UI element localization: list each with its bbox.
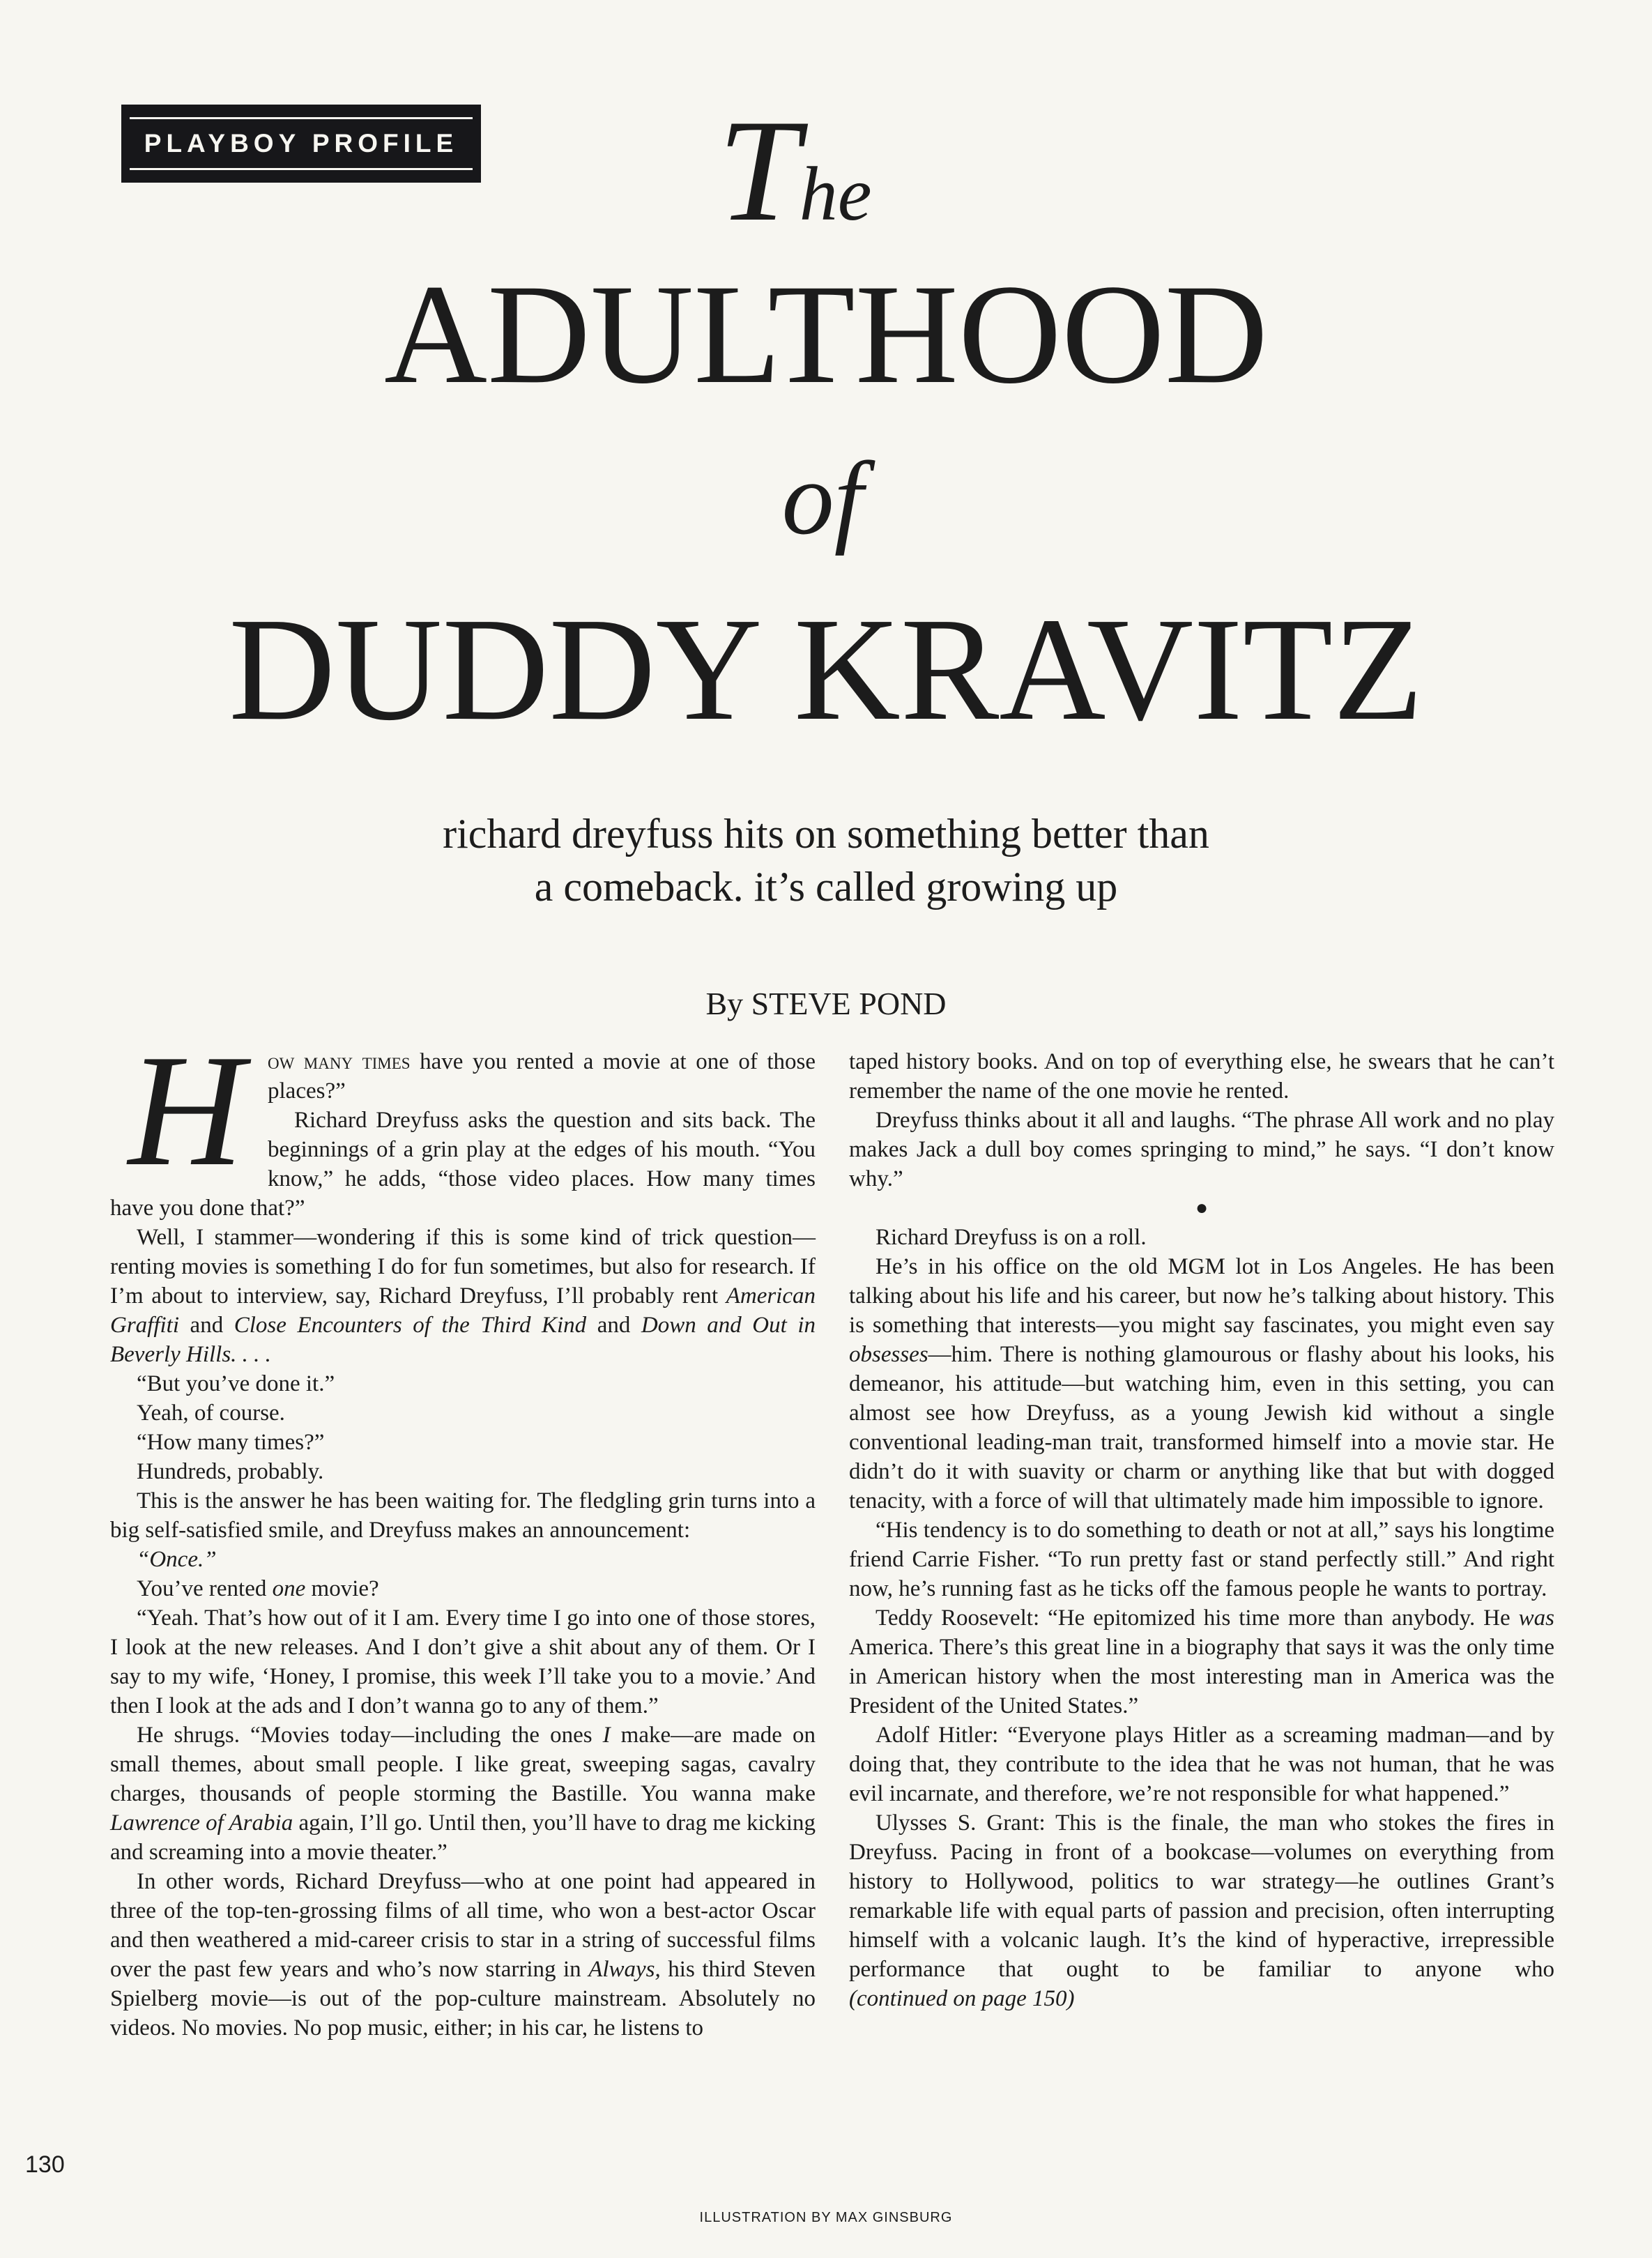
article-column-1 <box>110 1021 816 2043</box>
deck-line-2: a comeback. it’s called growing up <box>534 864 1118 910</box>
paragraph: “Once.” <box>137 1547 217 1572</box>
section-label <box>121 105 481 183</box>
paragraph: This is the answer he has been waiting for. The fledgling grin turns into a big self-satisfied smile, and Dreyfuss makes an announcement: <box>110 1488 816 1543</box>
paragraph: ow many times have you rented a movie at one of those places?” <box>268 1049 816 1104</box>
paragraph: Ulysses S. Grant: This is the finale, the man who stokes the fires in Dreyfuss. Pacing in front of a bookcase—volumes on everything from history to Hollywood, politics to war strategy—he outlines Grant’s remarkable life with equal parts of passion and precision, often interrupting himself with a volcanic laugh. It’s the kind of hyperactive, irrepressible performance that ought to be familiar to anyone who (continued on page 150) <box>849 1810 1554 2011</box>
film-title: American Graffiti <box>110 1283 816 1338</box>
lead-in: ow many times <box>268 1049 411 1074</box>
paragraph: “Yeah. That’s how out of it I am. Every time I go into one of those stores, I look at the new releases. And I don’t give a shit about any of them. Or I say to my wife, ‘Honey, I promise, this week I’ll take you to a movie.’ And then I look at the ads and I don’t wanna go to any of them.” <box>110 1605 816 1718</box>
film-title: Lawrence of Arabia <box>110 1810 293 1836</box>
page-number: 130 <box>25 2151 65 2178</box>
title-the-rest: he <box>799 151 872 236</box>
paragraph: Well, I stammer—wondering if this is some kind of trick question—renting movies is something I do for fun sometimes, but also for research. If I’m about to interview, say, Richard Dreyfuss, I’ll probably rent American Graffiti and Close Encounters of the Third Kind and Down and Out in Beverly Hills. . . . <box>110 1225 816 1367</box>
byline: By STEVE POND <box>705 986 947 1021</box>
paragraph: Richard Dreyfuss is on a roll. <box>875 1225 1147 1250</box>
paragraph: Teddy Roosevelt: “He epitomized his time more than anybody. He was America. There’s this great line in a biography that says it was the only time in American history when the most interesting man in America was the President of the United States.” <box>849 1605 1554 1718</box>
drop-cap: H <box>128 1021 245 1199</box>
deck-line-1: richard dreyfuss hits on something better than <box>443 811 1209 857</box>
paragraph: “How many times?” <box>137 1430 325 1455</box>
film-title: Down and Out in Beverly Hills. . . . <box>110 1313 816 1367</box>
title-of: of <box>781 441 864 556</box>
paragraph: You’ve rented one movie? <box>137 1576 379 1601</box>
paragraph: In other words, Richard Dreyfuss—who at one point had appeared in three of the top-ten-grossing films of all time, who won a best-actor Oscar and then weathered a mid-career crisis to star in a string of successful films over the past few years and who’s now starring in Always, his third Steven Spielberg movie—is out of the pop-culture mainstream. Absolutely no videos. No movies. No pop music, either; in his car, he listens to <box>110 1869 816 2040</box>
section-break-bullet: ● <box>1195 1196 1209 1219</box>
section-label-text: PLAYBOY PROFILE <box>144 129 459 158</box>
paragraph: Richard Dreyfuss asks the question and sits back. The beginnings of a grin play at the edges of his mouth. “You know,” he adds, “those video places. How many times have you done that?” <box>110 1108 816 1221</box>
paragraph: Hundreds, probably. <box>137 1459 324 1484</box>
article-column-2 <box>849 1047 1554 2013</box>
title-the <box>718 91 969 251</box>
continued-jump: (continued on page 150) <box>849 1986 1075 2011</box>
paragraph: taped history books. And on top of everything else, he swears that he can’t remember the name of the one movie he rented. <box>849 1049 1554 1104</box>
title-duddy-kravitz: DUDDY KRAVITZ <box>229 587 1423 751</box>
title-the-cap: T <box>718 90 800 252</box>
paragraph: Dreyfuss thinks about it all and laughs. “The phrase All work and no play makes Jack a dull boy comes springing to mind,” he says. “I don’t know why.” <box>849 1108 1554 1191</box>
paragraph: Yeah, of course. <box>137 1401 285 1426</box>
paragraph: “But you’ve done it.” <box>137 1371 335 1396</box>
film-title: Close Encounters of the Third Kind <box>234 1313 587 1338</box>
illustration-credit: ILLUSTRATION BY MAX GINSBURG <box>699 2210 953 2225</box>
title-adulthood: ADULTHOOD <box>384 255 1268 413</box>
paragraph: He’s in his office on the old MGM lot in Los Angeles. He has been talking about his life and his career, but now he’s talking about history. This is something that interests—you might say fascinates, you might even say obsesses—him. There is nothing glamourous or flashy about his looks, his demeanor, his attitude—but watching him, even in this setting, you can almost see how Dreyfuss, as a young Jewish kid without a single conventional leading-man trait, transformed himself into a movie star. He didn’t do it with suavity or charm or anything like that but with dogged tenacity, with a force of will that ultimately made him impossible to ignore. <box>849 1254 1554 1513</box>
film-title: Always, <box>588 1957 661 1982</box>
paragraph: Adolf Hitler: “Everyone plays Hitler as a screaming madman—and by doing that, they contribute to the idea that he was not human, that he was evil incarnate, and therefore, we’re not responsible for what happened.” <box>849 1723 1554 1806</box>
paragraph: He shrugs. “Movies today—including the ones I make—are made on small themes, about small people. I like great, sweeping sagas, cavalry charges, thousands of people storming the Bastille. You wanna make Lawrence of Arabia again, I’ll go. Until then, you’ll have to drag me kicking and screaming into a movie theater.” <box>110 1723 816 1865</box>
paragraph: “His tendency is to do something to death or not at all,” says his longtime friend Carrie Fisher. “To run pretty fast or stand perfectly still.” And right now, he’s running fast as he ticks off the famous people he wants to portray. <box>849 1518 1554 1601</box>
